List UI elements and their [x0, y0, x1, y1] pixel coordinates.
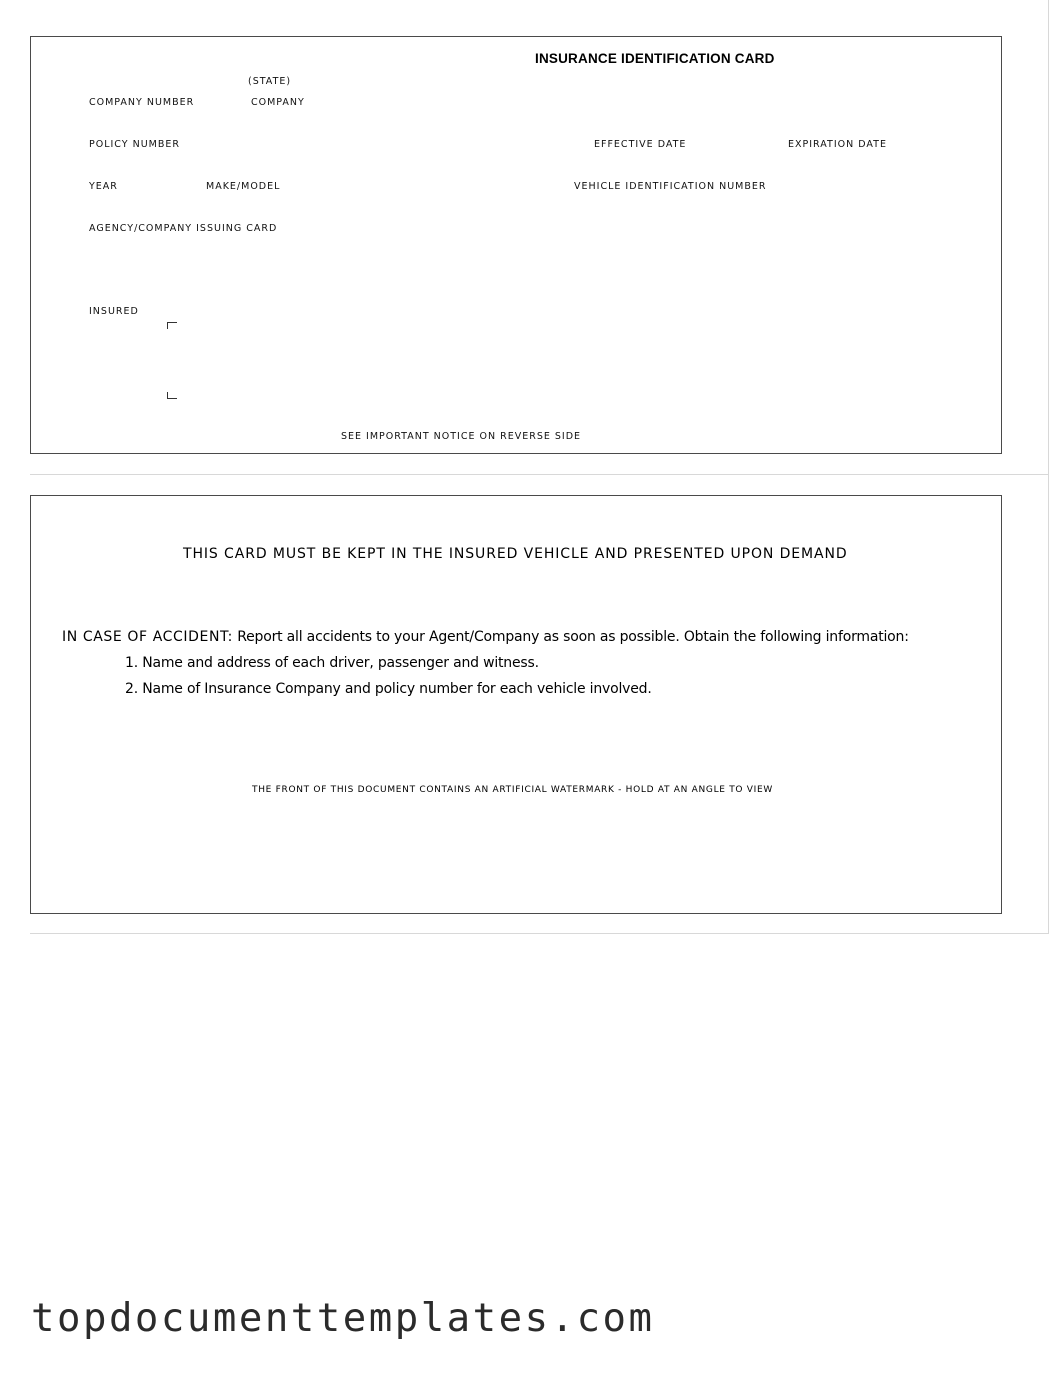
- card-title: INSURANCE IDENTIFICATION CARD: [535, 51, 775, 66]
- effective-date-label: EFFECTIVE DATE: [594, 139, 687, 150]
- watermark-notice: THE FRONT OF THIS DOCUMENT CONTAINS AN ARTIFICIAL WATERMARK - HOLD AT AN ANGLE TO VIEW: [252, 785, 773, 795]
- accident-instruction: [62, 629, 909, 645]
- site-watermark: topdocumenttemplates.com: [31, 1296, 655, 1341]
- expiration-date-label: EXPIRATION DATE: [788, 139, 887, 150]
- page-divider-2: [30, 933, 1048, 934]
- policy-number-label: POLICY NUMBER: [89, 139, 180, 150]
- accident-text: Report all accidents to your Agent/Company as soon as possible. Obtain the following information:: [237, 629, 909, 645]
- address-window-top-bracket: [167, 322, 177, 329]
- agency-label: AGENCY/COMPANY ISSUING CARD: [89, 223, 278, 234]
- insured-label: INSURED: [89, 306, 139, 317]
- id-card-back: [30, 495, 1002, 914]
- company-label: COMPANY: [251, 97, 305, 108]
- page-edge-2: [1048, 475, 1049, 934]
- accident-lead: IN CASE OF ACCIDENT:: [62, 629, 233, 645]
- list-item: 1. Name and address of each driver, passenger and witness.: [125, 655, 539, 671]
- list-item: 2. Name of Insurance Company and policy number for each vehicle involved.: [125, 681, 652, 697]
- id-card-front: [30, 36, 1002, 454]
- keep-card-headline: THIS CARD MUST BE KEPT IN THE INSURED VEHICLE AND PRESENTED UPON DEMAND: [183, 546, 848, 562]
- reverse-side-notice: SEE IMPORTANT NOTICE ON REVERSE SIDE: [341, 431, 582, 442]
- make-model-label: MAKE/MODEL: [206, 181, 281, 192]
- page-divider-1: [30, 474, 1048, 475]
- state-label: (STATE): [248, 76, 292, 87]
- company-number-label: COMPANY NUMBER: [89, 97, 195, 108]
- address-window-bottom-bracket: [167, 392, 177, 399]
- page-edge-1: [1048, 0, 1049, 475]
- vin-label: VEHICLE IDENTIFICATION NUMBER: [574, 181, 767, 192]
- year-label: YEAR: [89, 181, 118, 192]
